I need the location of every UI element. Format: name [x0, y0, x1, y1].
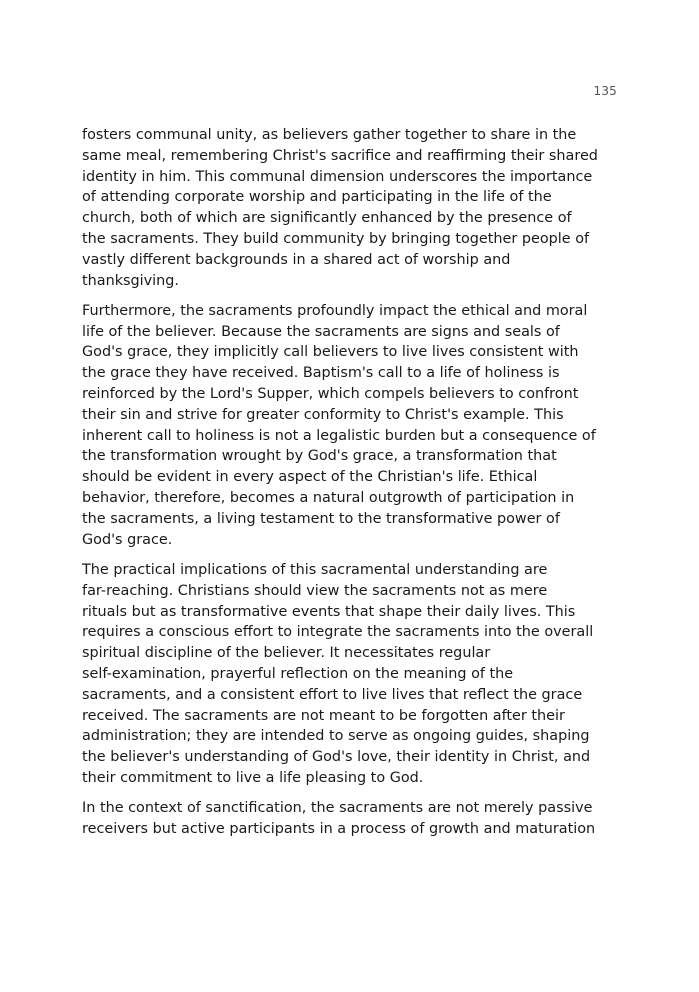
text-line: church, both of which are significantly enhanced by the presence of	[82, 210, 572, 227]
text-line: self-examination, prayerful reflection on the meaning of the	[82, 665, 514, 682]
text-line: administration; they are intended to serve as ongoing guides, shaping	[82, 728, 590, 745]
text-line: received. The sacraments are not meant to be forgotten after their	[82, 707, 565, 724]
text-line: the grace they have received. Baptism's call to a life of holiness is	[82, 365, 560, 382]
text-line: the believer's understanding of God's love, their identity in Christ, and	[82, 749, 591, 766]
page-number: 135	[593, 84, 617, 98]
text-line: Furthermore, the sacraments profoundly impact the ethical and moral	[82, 302, 588, 319]
text-line: far-reaching. Christians should view the sacraments not as mere	[82, 582, 548, 599]
text-line: inherent call to holiness is not a legalistic burden but a consequence of	[82, 427, 596, 444]
text-line: same meal, remembering Christ's sacrifice and reaffirming their shared	[82, 147, 598, 164]
text-line: their commitment to live a life pleasing to God.	[82, 769, 424, 786]
text-line: identity in him. This communal dimension underscores the importance	[82, 168, 593, 185]
text-line: requires a conscious effort to integrate the sacraments into the overall	[82, 624, 594, 641]
text-line: the sacraments, a living testament to the transformative power of	[82, 510, 560, 527]
text-line: their sin and strive for greater conformity to Christ's example. This	[82, 406, 564, 423]
text-line: God's grace.	[82, 531, 173, 548]
text-line: thanksgiving.	[82, 272, 180, 289]
text-line: life of the believer. Because the sacraments are signs and seals of	[82, 323, 560, 340]
text-line: reinforced by the Lord's Supper, which compels believers to confront	[82, 386, 579, 403]
paragraph-practical-implications	[82, 560, 618, 789]
text-line: spiritual discipline of the believer. It necessitates regular	[82, 645, 491, 662]
text-line: The practical implications of this sacramental understanding are	[82, 561, 548, 578]
paragraph-sanctification	[82, 798, 618, 840]
text-line: sacraments, and a consistent effort to live lives that reflect the grace	[82, 686, 583, 703]
text-line: of attending corporate worship and participating in the life of the	[82, 189, 552, 206]
document-body	[82, 125, 618, 849]
text-line: receivers but active participants in a process of growth and maturation	[82, 821, 596, 837]
text-line: In the context of sanctification, the sacraments are not merely passive	[82, 800, 593, 817]
text-line: God's grace, they implicitly call believers to live lives consistent with	[82, 344, 579, 361]
text-line: the sacraments. They build community by bringing together people of	[82, 230, 590, 247]
paragraph-communal-unity	[82, 125, 618, 291]
text-line: vastly different backgrounds in a shared act of worship and	[82, 251, 511, 268]
paragraph-ethical-impact	[82, 301, 618, 551]
text-line: rituals but as transformative events that shape their daily lives. This	[82, 603, 576, 620]
text-line: should be evident in every aspect of the Christian's life. Ethical	[82, 469, 538, 486]
text-line: behavior, therefore, becomes a natural outgrowth of participation in	[82, 490, 575, 507]
text-line: fosters communal unity, as believers gather together to share in the	[82, 127, 577, 143]
text-line: the transformation wrought by God's grace, a transformation that	[82, 448, 557, 465]
